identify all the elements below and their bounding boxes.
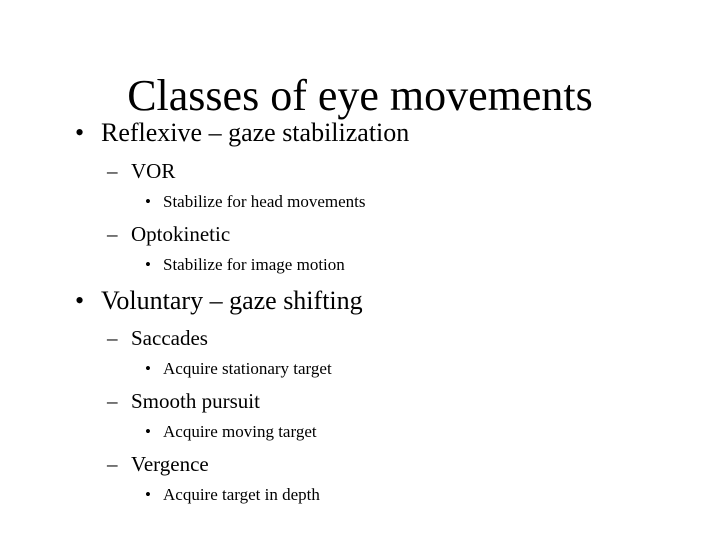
bullet-text: VOR	[131, 159, 176, 183]
bullet-marker: –	[107, 326, 118, 350]
slide-title: Classes of eye movements	[127, 71, 593, 120]
bullet-text: Acquire stationary target	[163, 359, 332, 378]
bullet-marker: –	[107, 389, 118, 413]
bullet-text: Smooth pursuit	[131, 389, 260, 413]
bullet-text: Acquire target in depth	[163, 485, 320, 504]
bullet-text: Stabilize for image motion	[163, 255, 345, 274]
bullet-text: Reflexive – gaze stabilization	[101, 118, 410, 147]
bullet-text: Saccades	[131, 326, 208, 350]
bullet-marker: •	[75, 286, 85, 315]
bullet-text: Voluntary – gaze shifting	[101, 286, 363, 315]
bullet-marker: –	[107, 222, 118, 246]
bullet-text: Acquire moving target	[163, 422, 317, 441]
bullet-marker: •	[145, 192, 151, 211]
bullet-marker: •	[145, 422, 151, 441]
bullet-marker: –	[107, 452, 118, 476]
bullet-marker: •	[145, 359, 151, 378]
bullet-marker: •	[145, 485, 151, 504]
bullet-text: Vergence	[131, 452, 209, 476]
bullet-marker: –	[107, 159, 118, 183]
bullet-text: Stabilize for head movements	[163, 192, 366, 211]
bullet-marker: •	[75, 118, 85, 147]
bullet-marker: •	[145, 255, 151, 274]
bullet-text: Optokinetic	[131, 222, 231, 246]
